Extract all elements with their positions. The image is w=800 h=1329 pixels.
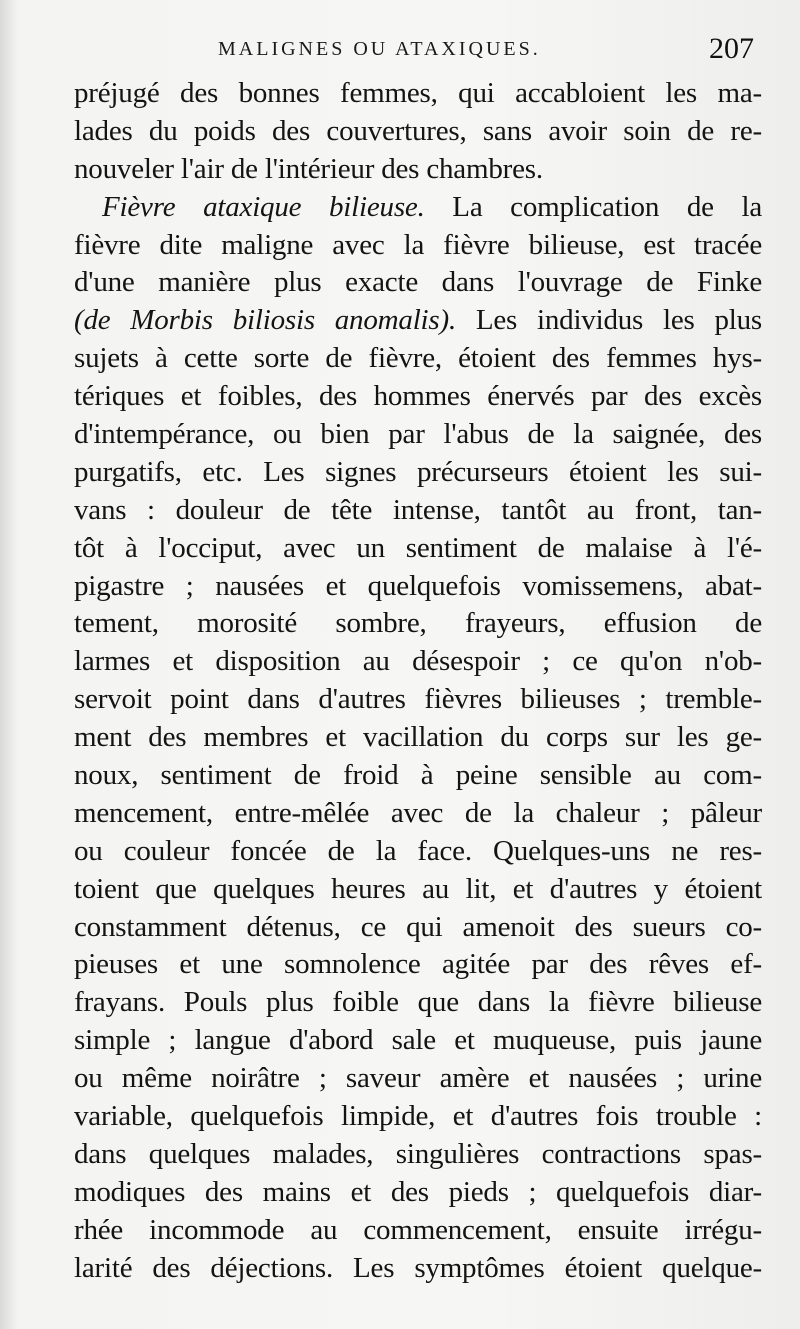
text-line: rhée incommode au commencement, ensuite irrégu-	[74, 1213, 762, 1246]
text-line: pigastre ; nausées et quelquefois vomissemens, abat-	[74, 569, 762, 602]
text-line: préjugé des bonnes femmes, qui accabloient les ma-	[74, 77, 762, 109]
text-line: purgatifs, etc. Les signes précurseurs étoient les sui-	[74, 455, 762, 488]
text-line: sujets à cette sorte de fièvre, étoient des femmes hys-	[74, 342, 762, 375]
text-line: noux, sentiment de froid à peine sensible au com-	[74, 759, 762, 792]
text-line: tement, morosité sombre, frayeurs, effusion de	[74, 607, 762, 640]
text-line: ou même noirâtre ; saveur amère et nausées ; urine	[74, 1062, 762, 1095]
text-line: Fièvre ataxique bilieuse. La complication de la	[102, 190, 762, 223]
page-number: 207	[709, 32, 754, 65]
text-line: dans quelques malades, singulières contractions spas-	[74, 1137, 762, 1170]
text-line: larité des déjections. Les symptômes étoient quelque-	[74, 1251, 762, 1284]
text-line: mencement, entre-mêlée avec de la chaleur ; pâleur	[74, 796, 762, 829]
text-line: constamment détenus, ce qui amenoit des sueurs co-	[74, 910, 762, 943]
text-line: pieuses et une somnolence agitée par des rêves ef-	[74, 948, 762, 981]
text-line: servoit point dans d'autres fièvres bilieuses ; tremble-	[74, 683, 762, 716]
body-text	[74, 75, 762, 1288]
page-header	[72, 28, 772, 68]
text-line: tôt à l'occiput, avec un sentiment de malaise à l'é-	[74, 531, 762, 564]
text-line: variable, quelquefois limpide, et d'autres fois trouble :	[74, 1100, 762, 1133]
text-line: fièvre dite maligne avec la fièvre bilieuse, est tracée	[74, 228, 762, 261]
text-line: vans : douleur de tête intense, tantôt au front, tan-	[74, 493, 762, 526]
text-line: ment des membres et vacillation du corps sur les ge-	[74, 721, 762, 754]
text-line: nouveler l'air de l'intérieur des chambres.	[74, 152, 543, 185]
running-head: MALIGNES OU ATAXIQUES.	[218, 38, 541, 60]
text-line: modiques des mains et des pieds ; quelquefois diar-	[74, 1175, 762, 1208]
italic-run: (de Morbis biliosis anomalis).	[74, 304, 457, 337]
text-line: simple ; langue d'abord sale et muqueuse, puis jaune	[74, 1024, 762, 1057]
text-line: lades du poids des couvertures, sans avoir soin de re-	[74, 114, 762, 147]
text-line: larmes et disposition au désespoir ; ce qu'on n'ob-	[74, 645, 762, 678]
text-line: ou couleur foncée de la face. Quelques-uns ne res-	[74, 834, 762, 867]
text-line: toient que quelques heures au lit, et d'autres y étoient	[74, 872, 762, 905]
text-line: d'intempérance, ou bien par l'abus de la saignée, des	[74, 418, 762, 451]
text-line: d'une manière plus exacte dans l'ouvrage de Finke	[74, 266, 762, 299]
text-line: (de Morbis biliosis anomalis). Les individus les plus	[74, 304, 762, 337]
italic-run: Fièvre ataxique bilieuse.	[102, 190, 425, 223]
text-line: frayans. Pouls plus foible que dans la fièvre bilieuse	[74, 986, 762, 1019]
text-line: tériques et foibles, des hommes énervés par des excès	[74, 380, 762, 413]
